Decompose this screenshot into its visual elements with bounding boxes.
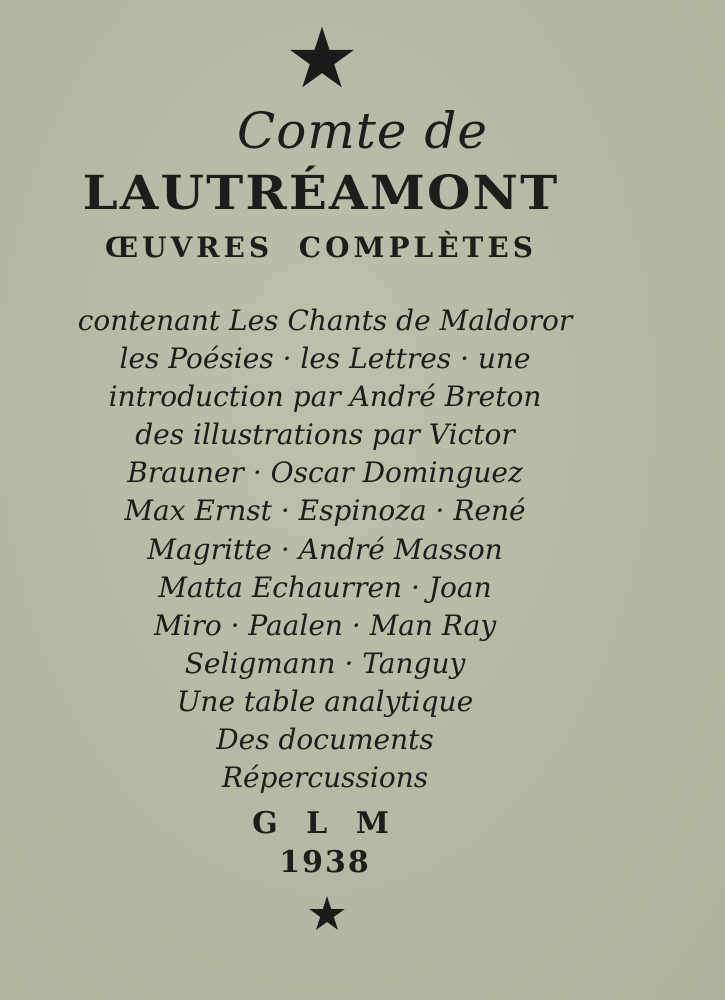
star-icon <box>309 896 345 930</box>
title-prefix: Comte de <box>237 102 488 160</box>
contents-list <box>0 302 650 797</box>
contents-line: Brauner · Oscar Dominguez <box>127 456 523 490</box>
contents-line: Max Ernst · Espinoza · René <box>124 494 526 528</box>
contents-line: Des documents <box>216 723 434 757</box>
contents-line: les Poésies · les Lettres · une <box>119 342 531 376</box>
contents-line: contenant Les Chants de Maldoror <box>77 304 573 337</box>
contents-line: Matta Echaurren · Joan <box>158 570 492 604</box>
contents-line: introduction par André Breton <box>108 380 542 414</box>
contents-line: Une table analytique <box>176 684 474 718</box>
author-name: LAUTRÉAMONT <box>82 166 560 221</box>
contents-line: Magritte · André Masson <box>147 532 503 566</box>
contents-line: Seligmann · Tanguy <box>184 646 466 680</box>
work-title: ŒUVRES COMPLÈTES <box>105 231 537 264</box>
contents-line: Répercussions <box>221 761 429 795</box>
star-icon <box>290 26 354 88</box>
publisher-name: G L M <box>252 806 398 841</box>
contents-line: Miro · Paalen · Man Ray <box>153 608 497 642</box>
publication-year: 1938 <box>279 845 371 880</box>
contents-line: des illustrations par Victor <box>135 418 515 452</box>
